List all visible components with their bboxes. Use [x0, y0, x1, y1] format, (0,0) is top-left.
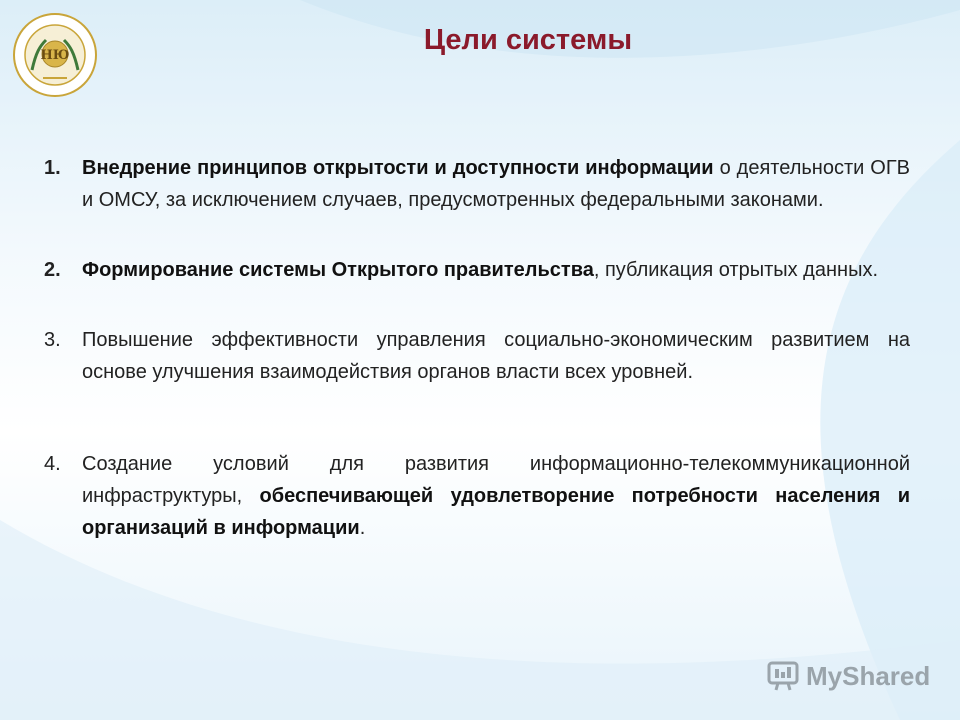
item-end: .	[359, 517, 366, 539]
item-number: 3.	[44, 329, 61, 351]
item-number: 2.	[44, 259, 61, 281]
list-item	[44, 448, 910, 544]
item-text: о деятельности ОГВ и ОМСУ, за исключением случаев, предусмотренных федеральными законами.	[82, 157, 910, 211]
list-item	[44, 152, 910, 216]
item-bold-text: обеспечивающей удовлетворение потребности населения и организаций в информации	[82, 485, 910, 539]
item-text: Повышение эффективности управления социально-экономическим развитием на основе улучшения взаимодействия органов власти всех уровней.	[82, 329, 910, 383]
item-text: , публикация отрытых данных.	[593, 259, 878, 281]
svg-text:НЮ: НЮ	[40, 48, 70, 63]
item-text: Создание условий для развития информационно-телекоммуникационной инфраструктуры,	[82, 453, 910, 507]
goals-list	[44, 152, 910, 544]
list-item	[44, 254, 910, 286]
list-item	[44, 324, 910, 388]
watermark-text: MyShared	[806, 660, 931, 691]
item-bold-text: Внедрение принципов открытости и доступности информации	[82, 157, 714, 179]
item-number: 4.	[44, 453, 61, 475]
watermark	[766, 656, 930, 696]
item-number: 1.	[44, 157, 61, 179]
myshared-logo-icon	[766, 659, 800, 693]
page-title: Цели системы	[423, 24, 633, 56]
item-bold-text: Формирование системы Открытого правительства	[82, 259, 594, 281]
